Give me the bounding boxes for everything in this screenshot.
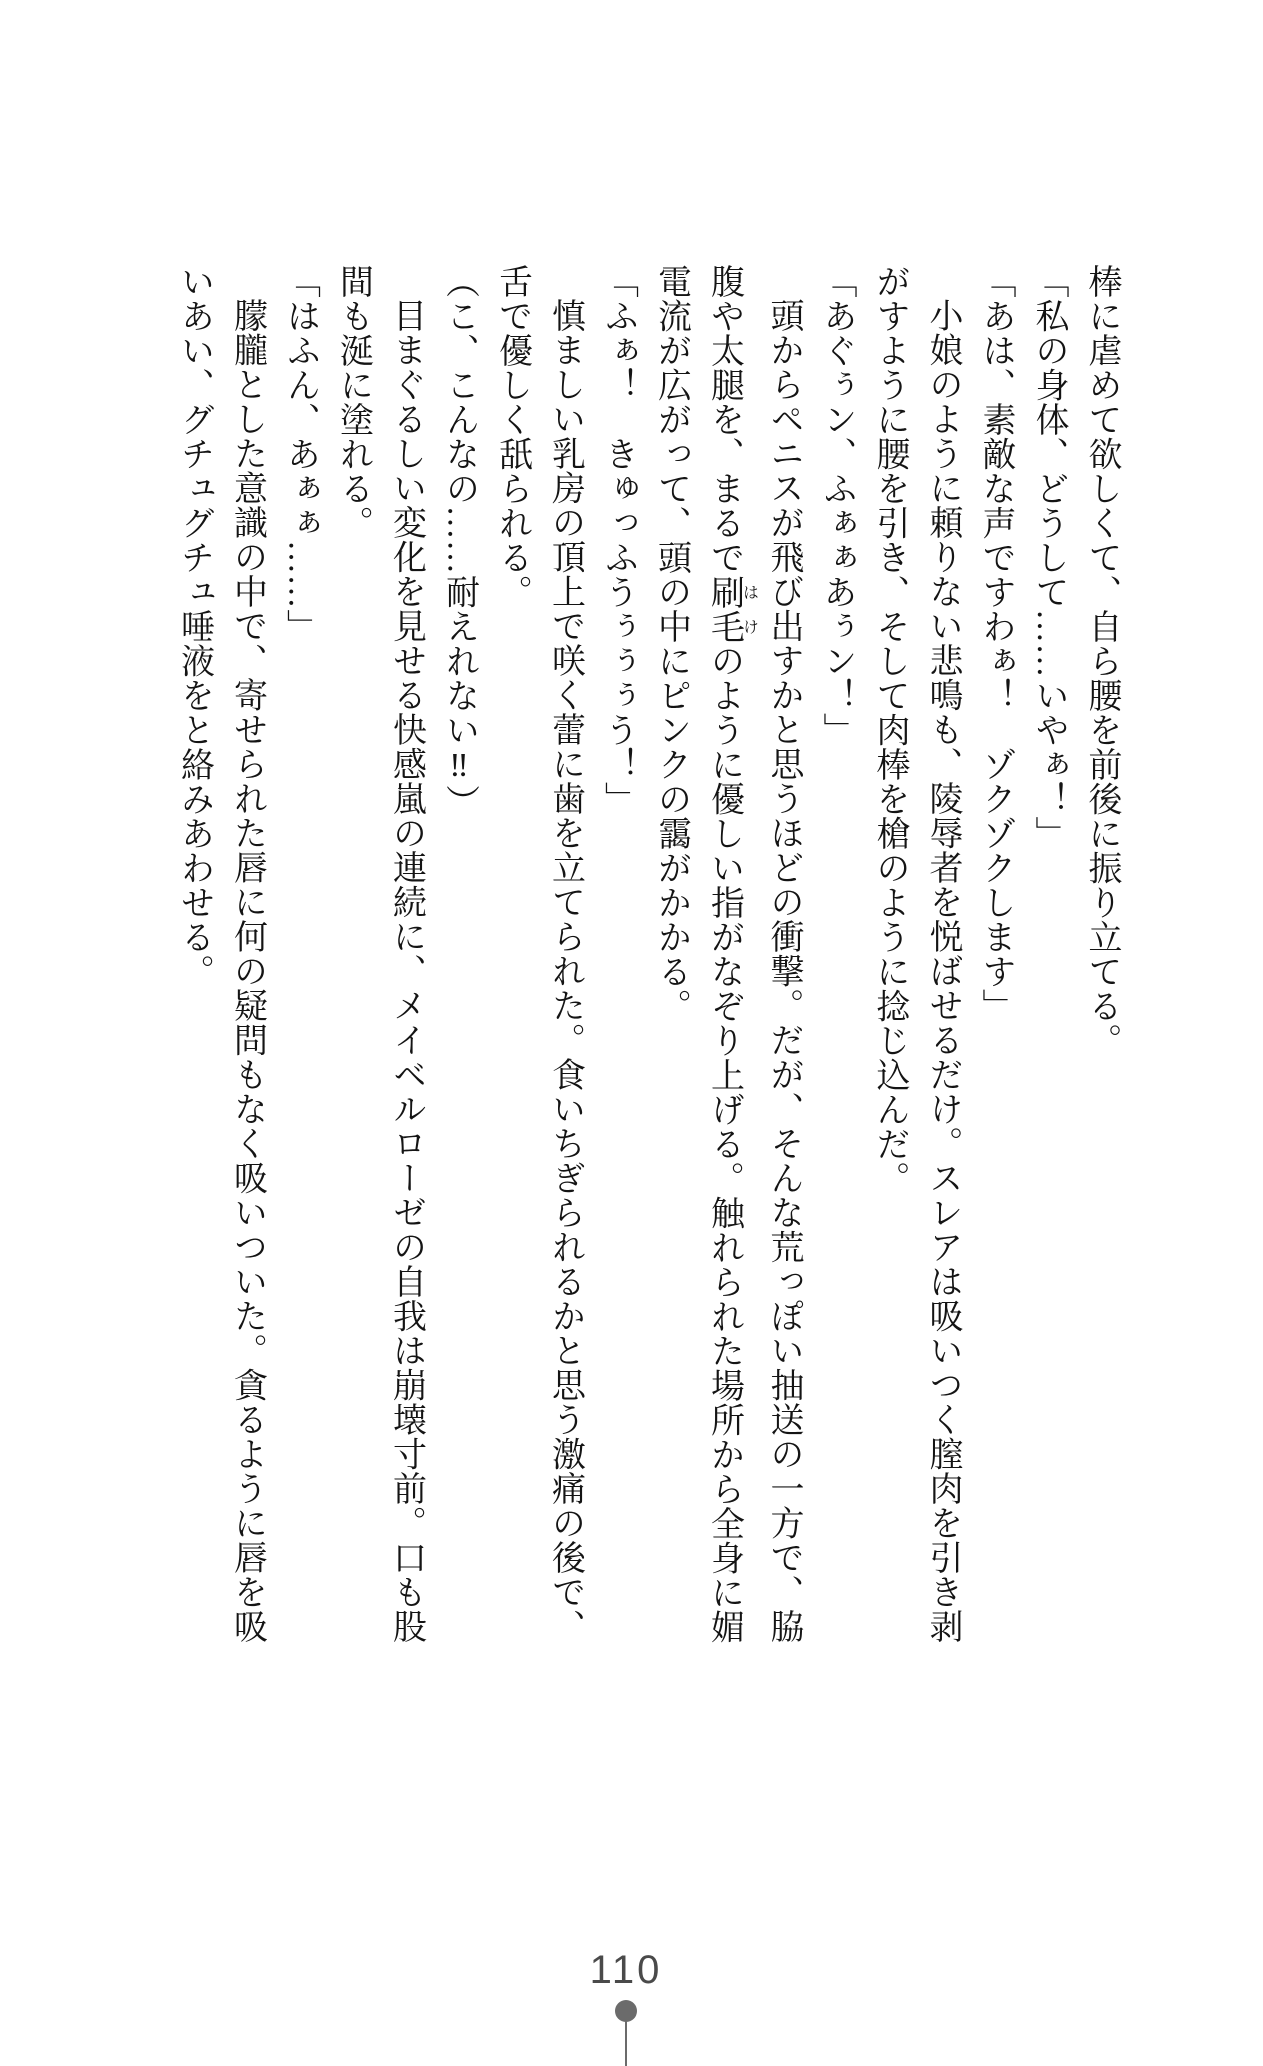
ruby-annotated-word: 刷毛はけ	[705, 574, 758, 644]
footer-ornament-line	[625, 2020, 627, 2066]
text-line: 頭からペニスが飛び出すかと思うほどの衝撃。だが、そんな荒っぽい抽送の一方で、脇	[765, 298, 802, 1644]
text-line: 間も涎に塗れる。	[334, 264, 372, 540]
text-line: 「ふぁ！ きゅっふうぅぅぅう！」	[599, 264, 637, 816]
text-line: 慎ましい乳房の頂上で咲く蕾に歯を立てられた。食いちぎられるかと思う激痛の後で、	[546, 298, 584, 1644]
text-line: いあい、グチュグチュ唾液をと絡みあわせる。	[175, 264, 213, 989]
footer-ornament-circle	[615, 2000, 637, 2022]
text-line: 朦朧とした意識の中で、寄せられた唇に何の疑問もなく吸いついた。貪るように唇を吸	[228, 298, 266, 1644]
text-line: 「あぐぅン、ふぁぁあぅン！」	[818, 264, 855, 747]
vertical-text-block	[168, 264, 1129, 1646]
text-line: 棒に虐めて欲しくて、自ら腰を前後に振り立てる。	[1083, 264, 1120, 1058]
text-line: 「はふん、あぁぁ……」	[281, 264, 319, 644]
text-line: 舌で優しく舐られる。	[493, 264, 531, 609]
text-line: 「私の身体、どうして……いやぁ！」	[1030, 264, 1067, 851]
text-line: がすように腰を引き、そして肉棒を槍のように捻じ込んだ。	[871, 264, 908, 1196]
page-number: 110	[589, 1948, 663, 1992]
text-line: （こ、こんなの……耐えれない‼）	[440, 264, 478, 819]
text-line: 腹や太腿を、まるで刷毛はけのように優しい指がなぞり上げる。触れられた場所から全身に媚	[705, 264, 758, 1644]
text-line: 電流が広がって、頭の中にピンクの靄がかかる。	[652, 264, 690, 1023]
text-line: 小娘のように頼りない悲鳴も、陵辱者を悦ばせるだけ。スレアは吸いつく膣肉を引き剥	[924, 298, 961, 1644]
text-line: 「あは、素敵な声ですわぁ！ ゾクゾクします」	[977, 264, 1014, 1023]
text-line: 目まぐるしい変化を見せる快感嵐の連続に、メイベルローゼの自我は崩壊寸前。口も股	[387, 298, 425, 1644]
